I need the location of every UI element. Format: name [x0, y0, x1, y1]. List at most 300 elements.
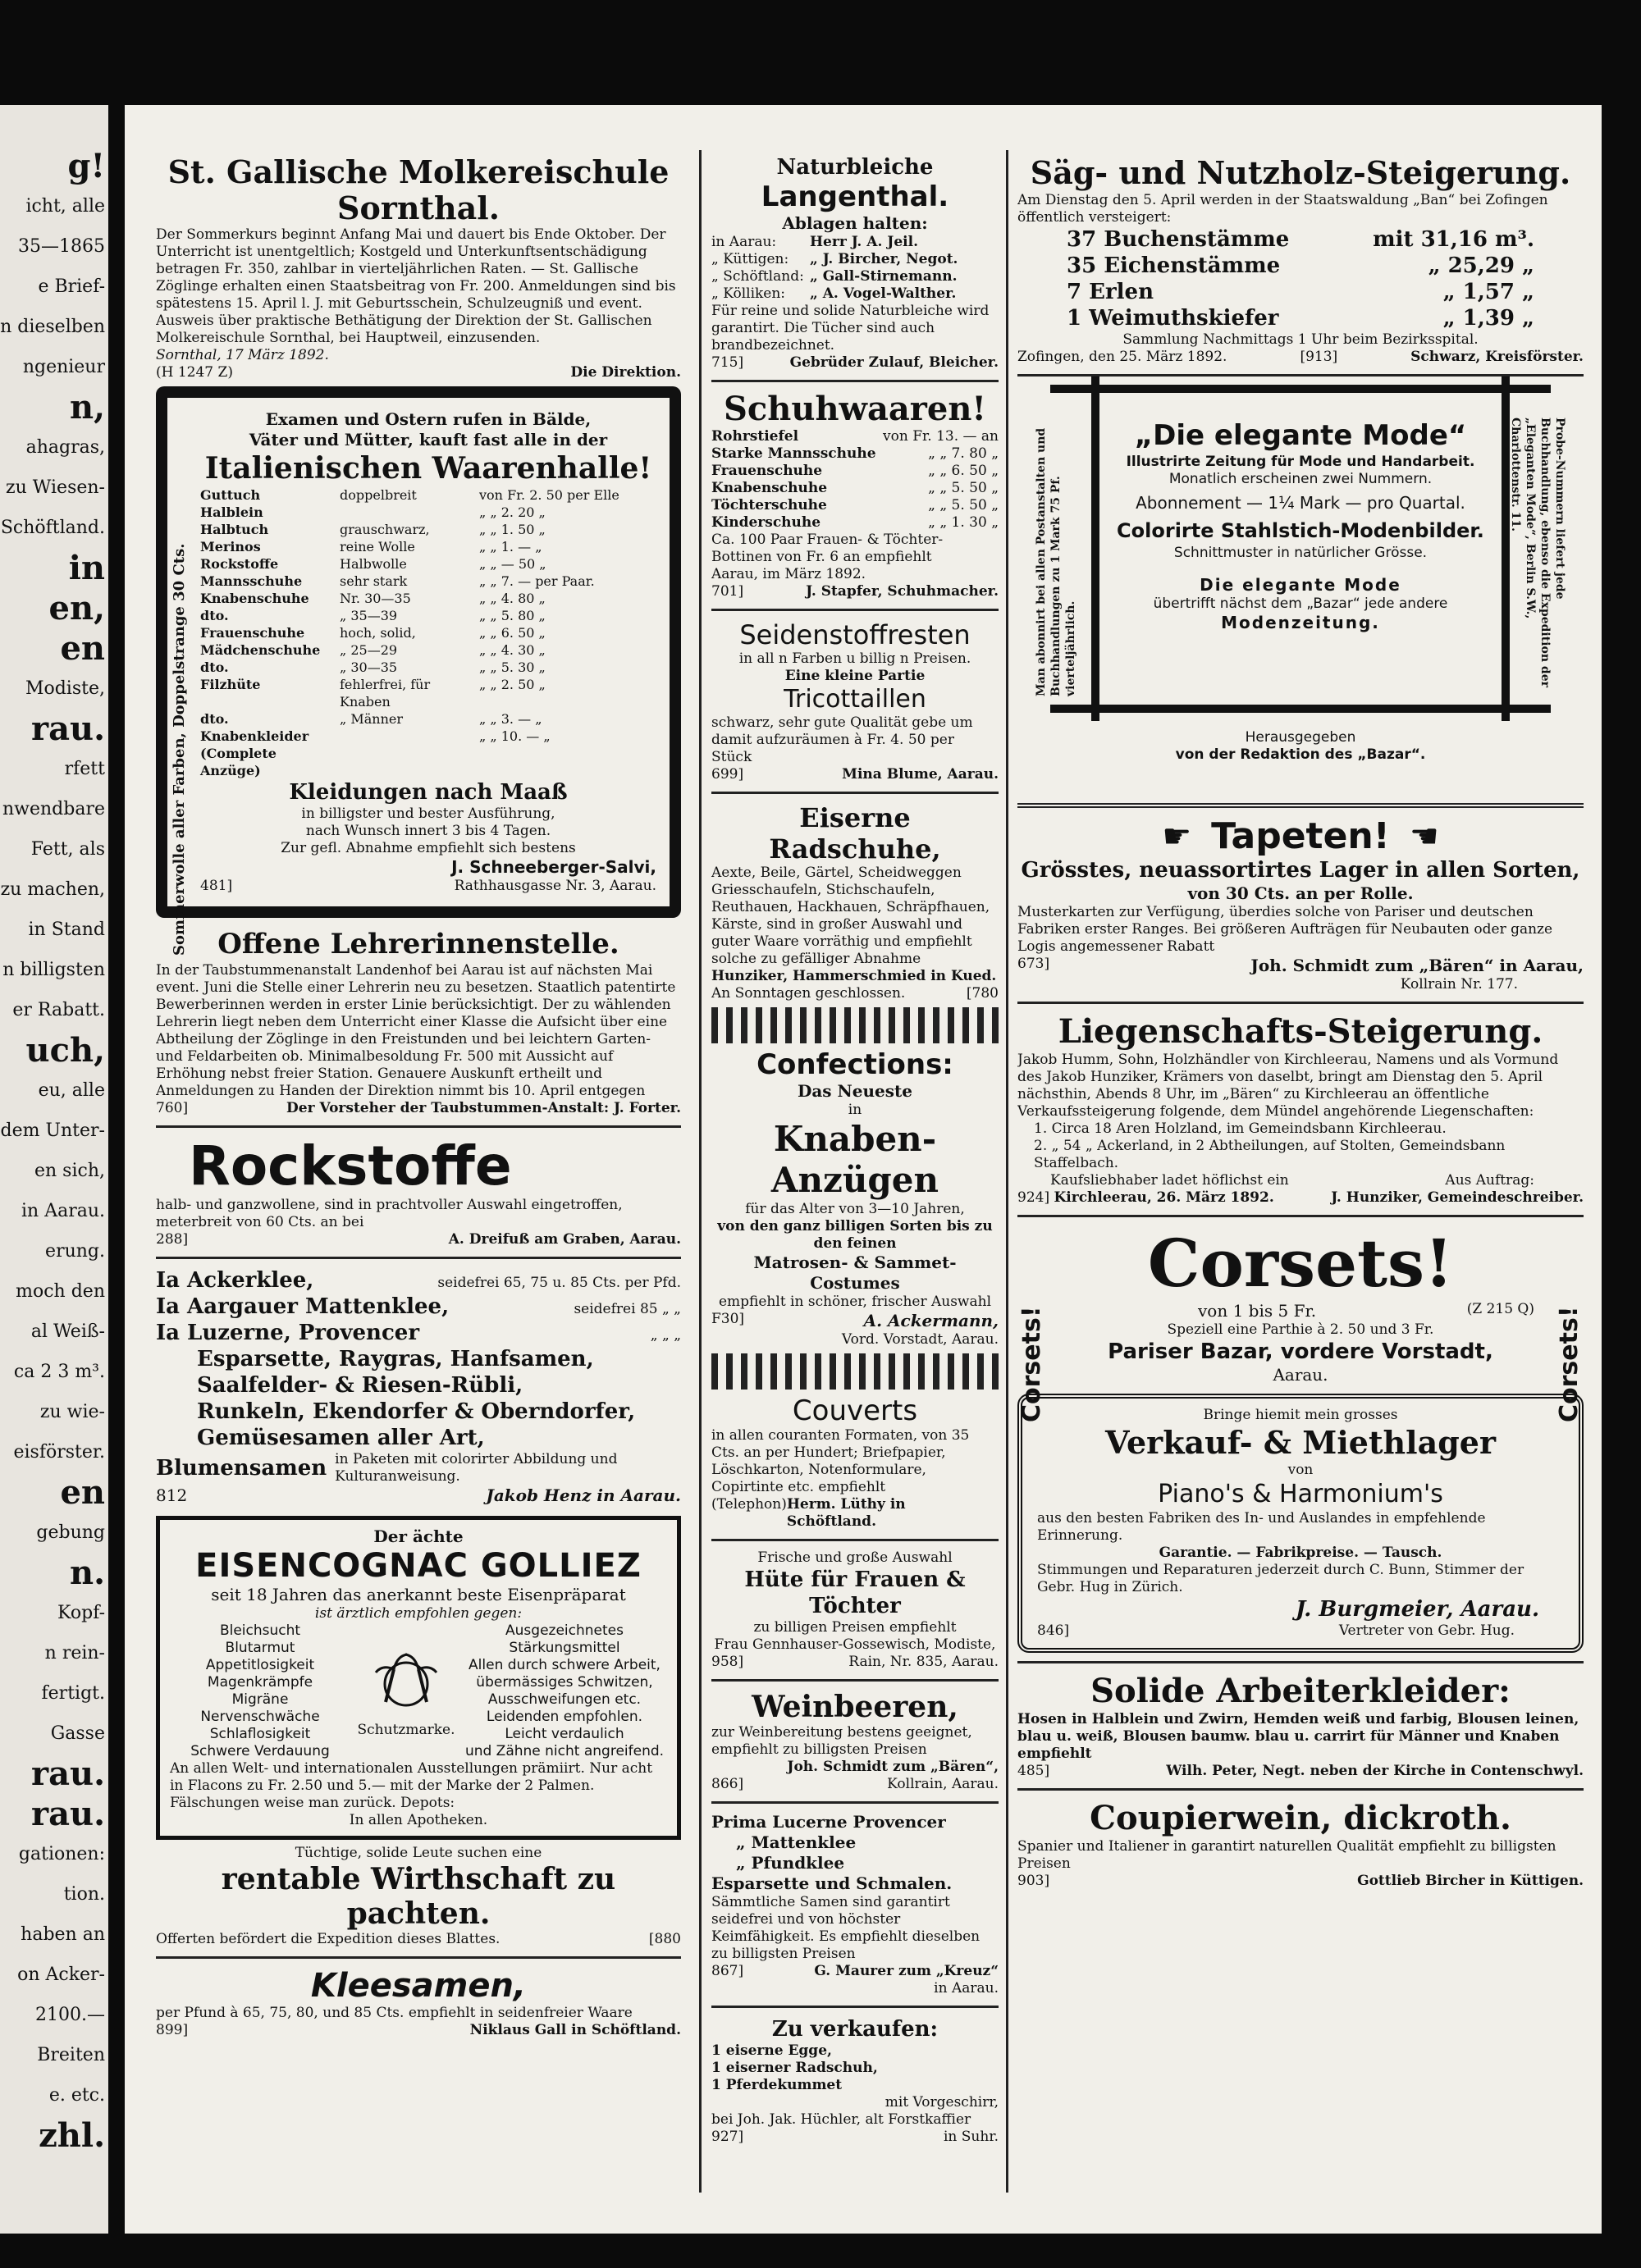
ad-body: Jakob Humm, Sohn, Holzhändler von Kirchleerau, Namens und als Vormund des Jakob Hunziker, Krämers von daselbt, bringt am Dienstag den 5. April nächsthin, Abends 8 Uhr, im „Bären“ zu Kirchleerau an öffentliche Verkaufssteigerung folgende, dem Mündel angehörende Liegenschaften:	[1017, 1052, 1559, 1120]
strip-line: en,	[48, 589, 105, 627]
depot-name: Herr J. A. Jeil.	[810, 234, 918, 250]
ad-title: Couverts	[792, 1394, 918, 1427]
strip-line: rfett	[64, 759, 105, 779]
item-price: „ „ 4. 80 „	[479, 591, 546, 606]
ad-body: Sämmtliche Samen sind garantirt seidefrei und von höchster Keimfähigkeit. Es empfiehlt dieselben zu billigsten Preisen	[711, 1894, 980, 1962]
ad-title: St. Gallische Molkereischule Sornthal.	[167, 154, 670, 226]
ad-date: Zofingen, den 25. März 1892.	[1017, 349, 1227, 365]
ad-code: 812	[156, 1485, 188, 1505]
item-name: Frauenschuhe	[200, 625, 305, 641]
price-row	[200, 538, 656, 555]
ad-line: Esparsette und Schmalen.	[711, 1873, 953, 1893]
ad-code: [913]	[1300, 349, 1338, 365]
strip-line: rau.	[31, 1795, 105, 1833]
pointing-hand-left-icon: ☚	[1409, 818, 1439, 856]
ad-title: Liegenschafts-Steigerung.	[1058, 1012, 1543, 1051]
ad-code: 899]	[156, 2022, 189, 2038]
item-desc: hoch, solid,	[340, 625, 416, 641]
ad-holz-steigerung	[1017, 154, 1584, 366]
item-name: Merinos	[200, 539, 261, 554]
item-price: „ „ 5. 50 „	[928, 497, 999, 513]
ad-body: in allen couranten Formaten, von 35 Cts. an per Hundert; Briefpapier, Löschkarton, Notenformulare, Copirtinte etc. empfiehlt	[711, 1427, 970, 1495]
ad-code: 867]	[711, 1963, 744, 1979]
item-price: „ „ 6. 50 „	[928, 463, 999, 479]
ad-address: Rathhausgasse Nr. 3, Aarau.	[454, 878, 656, 894]
ad-rockstoffe	[156, 1136, 681, 1248]
ad-line: Offerten befördert die Expedition dieses Blattes.	[156, 1931, 501, 1947]
pointing-hand-right-icon: ☛	[1162, 818, 1192, 856]
ornamental-border	[711, 1007, 999, 1043]
strip-line: in Aarau.	[21, 1201, 105, 1221]
price-row	[156, 1320, 681, 1346]
item-price: „ „ 5. 80 „	[479, 608, 546, 623]
price-row	[200, 607, 656, 624]
item-name: Rockstoffe	[200, 556, 279, 572]
ad-line: in billigster und bester Ausführung,	[301, 805, 555, 822]
depot-row	[711, 251, 999, 268]
ad-code: 924]	[1017, 1189, 1050, 1206]
item-desc: „ 30—35	[340, 659, 398, 675]
item-desc: doppelbreit	[340, 487, 417, 503]
ad-line: Runkeln, Ekendorfer & Oberndorfer,	[197, 1399, 636, 1424]
item-name: Kinderschuhe	[711, 514, 821, 531]
column-rule-1	[699, 150, 702, 2193]
item-name: Knabenschuhe	[711, 480, 828, 496]
indication-item: Blutarmut	[225, 1640, 295, 1656]
benefit-item: Allen durch schwere Arbeit,	[469, 1657, 661, 1673]
benefit-item: Stärkungsmittel	[509, 1640, 620, 1656]
ad-side-text: Man abonnirt bei allen Postanstalten und Buchhandlungen zu 1 Mark 75 Pf. vierteljährlich.	[1035, 427, 1077, 696]
item-price: „ „ 1. 30 „	[928, 514, 999, 531]
indication-item: Magenkrämpfe	[207, 1674, 313, 1691]
indication-item: Appetitlosigkeit	[205, 1657, 315, 1673]
ad-weinbeeren	[711, 1690, 999, 1793]
ad-confections	[711, 1048, 999, 1348]
item-desc: sehr stark	[340, 573, 408, 589]
indication-item: Migräne	[231, 1691, 289, 1708]
ad-kleesamen	[156, 1967, 681, 2039]
items-list	[711, 2042, 999, 2094]
strip-line: n billigsten	[2, 960, 105, 980]
ad-code: 481]	[200, 878, 233, 894]
ad-line: Matrosen- & Sammet-Costumes	[753, 1253, 957, 1293]
ad-line: Monatlich erscheinen zwei Nummern.	[1168, 471, 1433, 487]
ad-code: 701]	[711, 583, 744, 600]
ad-line: nach Wunsch innert 3 bis 4 Tagen.	[305, 823, 551, 839]
strip-line: ca 2 3 m³.	[13, 1362, 105, 1382]
item-name: Mannsschuhe	[200, 573, 303, 589]
ad-signature: Der Vorsteher der Taubstummen-Anstalt: J. Forter.	[286, 1100, 681, 1116]
ad-body: Am Dienstag den 5. April werden in der Staatswaldung „Ban“ bei Zofingen öffentlich versteigert:	[1017, 192, 1548, 226]
ad-signature: Die Direktion.	[570, 364, 681, 381]
benefits-list	[462, 1622, 667, 1760]
item-price: „ „ „	[650, 1327, 681, 1344]
ad-code: (Z 215 Q)	[1466, 1301, 1534, 1317]
ad-title: Corsets!	[1147, 1225, 1454, 1302]
item-name: Mädchenschuhe	[200, 642, 321, 658]
strip-line: eu, alle	[38, 1080, 105, 1101]
strip-line: Breiten	[37, 2045, 105, 2065]
ad-line: Aarau.	[1273, 1365, 1328, 1385]
ad-huete	[711, 1549, 999, 1671]
ad-line: Colorirte Stahlstich-Modenbilder.	[1117, 519, 1484, 542]
newspaper-page	[125, 105, 1602, 2234]
wood-item: 7 Erlen	[1067, 280, 1154, 304]
ad-signature: Joh. Schmidt zum „Bären“ in Aarau,	[1250, 956, 1584, 975]
strip-line: gebung	[36, 1522, 105, 1543]
item-name: Filzhüte	[200, 677, 261, 692]
wood-volume: mit 31,16 m³.	[1373, 227, 1534, 252]
benefit-item: Ausschweifungen etc.	[487, 1691, 642, 1708]
price-row	[711, 428, 999, 445]
ad-side-text: Corsets!	[1017, 1306, 1046, 1422]
item-price: seidefrei 65, 75 u. 85 Cts. per Pfd.	[437, 1275, 681, 1291]
ad-code: 699]	[711, 766, 744, 783]
ad-line: Garantie. — Fabrikpreise. — Tausch.	[1159, 1545, 1442, 1561]
strip-line: Schöftland.	[0, 518, 105, 538]
strip-line: Gasse	[50, 1723, 105, 1744]
ad-signature: A. Dreifuß am Graben, Aarau.	[448, 1231, 681, 1248]
strip-line: zhl.	[39, 2116, 105, 2155]
ad-footer: von der Redaktion des „Bazar“.	[1175, 746, 1426, 763]
ad-big: Knaben-Anzügen	[770, 1119, 939, 1200]
wood-volume: „ 1,57 „	[1442, 280, 1534, 304]
ad-line: Tüchtige, solide Leute suchen eine	[295, 1845, 542, 1861]
ad-title: Confections:	[757, 1048, 953, 1081]
ad-line: „ Pfundklee	[736, 1853, 845, 1873]
ad-title: Weinbeeren,	[752, 1690, 958, 1724]
ad-signature: Herm. Lüthy in Schöftland.	[786, 1496, 906, 1530]
ad-line: für das Alter von 3—10 Jahren,	[745, 1201, 965, 1217]
ad-line: Kaufsliebhaber ladet höflichst ein	[1050, 1172, 1289, 1189]
ad-line: mit Vorgeschirr,	[884, 2094, 999, 2111]
ad-line: Grösstes, neuassortirtes Lager in allen Sorten,	[1021, 858, 1580, 883]
ad-code: 846]	[1037, 1622, 1070, 1639]
ad-line: empfiehlt in schöner, frischer Auswahl	[718, 1294, 992, 1310]
ad-line: Pariser Bazar, vordere Vorstadt,	[1108, 1339, 1493, 1364]
item-name: Guttuch	[200, 487, 261, 503]
item-price: „ „ 7. 80 „	[928, 445, 999, 462]
ad-line: seit 18 Jahren das anerkannt beste Eisenpräparat	[211, 1585, 626, 1604]
item-name: Frauenschuhe	[711, 463, 823, 479]
ad-elegante-mode	[1017, 385, 1584, 795]
price-row	[711, 480, 999, 497]
strip-line: on Acker-	[17, 1965, 105, 1985]
ad-signature: J. Schneeberger-Salvi,	[451, 857, 656, 877]
item-price: „ „ 7. — per Paar.	[479, 573, 595, 589]
wood-row	[1067, 279, 1534, 305]
ad-line: Ablagen halten:	[782, 213, 928, 233]
ad-line: Naturbleiche	[776, 155, 934, 180]
strip-line: icht, alle	[25, 196, 105, 217]
depot-place: „ Küttigen:	[711, 251, 789, 267]
ad-subtitle: Piano's & Harmonium's	[1158, 1480, 1443, 1508]
ad-couverts	[711, 1394, 999, 1531]
strip-line: en	[60, 1473, 105, 1512]
depot-list	[711, 234, 999, 303]
ad-line: von	[1287, 1462, 1314, 1478]
ad-line: Gemüsesamen aller Art,	[197, 1426, 485, 1450]
item-name: Starke Mannsschuhe	[711, 445, 876, 462]
strip-line: tion.	[63, 1884, 105, 1905]
ad-title: Solide Arbeiterkleider:	[1090, 1672, 1511, 1710]
wood-volume: „ 1,39 „	[1442, 306, 1534, 331]
ad-code: F30]	[711, 1311, 745, 1327]
ad-side-text: Probe-Nummern liefert jede Buchhandlung, ebenso die Expedition der „Eleganten Mode“, Berlin S.W., Charlottenstr. 11.	[1509, 418, 1566, 687]
ad-date: Kirchleerau, 26. März 1892.	[1054, 1189, 1274, 1206]
price-row	[200, 486, 656, 504]
ad-footer: In allen Apotheken.	[349, 1812, 488, 1828]
ad-address: in Suhr.	[944, 2129, 999, 2145]
ad-side-text: Corsets!	[1555, 1306, 1584, 1422]
ad-code: 485]	[1017, 1763, 1050, 1779]
ad-signature: Wilh. Peter, Negt. neben der Kirche in Contenschwyl.	[1166, 1763, 1584, 1779]
price-row	[200, 624, 656, 641]
ad-note: An allen Welt- und internationalen Ausstellungen prämiirt. Nur acht in Flacons zu Fr. 2.50 und 5.— mit der Marke der 2 Palmen. Fälschungen weise man zurück. Depots:	[170, 1760, 653, 1811]
ad-body: Musterkarten zur Verfügung, überdies solche von Pariser und deutschen Fabriken erster Ranges. Bei größeren Aufträgen für Neubauten oder ganze Logis angemessener Rabatt	[1017, 904, 1553, 955]
ad-coupierwein	[1017, 1799, 1584, 1890]
benefit-item: Ausgezeichnetes	[505, 1622, 624, 1639]
ad-line: Blumensamen	[156, 1456, 327, 1481]
ad-telephone: (Telephon)	[711, 1496, 787, 1513]
item-desc: grauschwarz,	[340, 522, 430, 537]
depot-name: „ A. Vogel-Walther.	[810, 285, 957, 302]
benefit-item: Leidenden empfohlen.	[486, 1709, 643, 1725]
ad-signature: A. Ackermann,	[863, 1311, 999, 1330]
price-row	[200, 555, 656, 573]
wood-item: 1 Weimuthskiefer	[1067, 306, 1279, 331]
depot-place: in Aarau:	[711, 234, 777, 250]
ad-signature: J. Hunziker, Gemeindeschreiber.	[1331, 1189, 1584, 1206]
item-name: Halblein	[200, 504, 263, 520]
ad-code: 927]	[711, 2129, 744, 2145]
item-price: „ „ 3. — „	[479, 711, 542, 727]
ad-line: Tricottaillen	[784, 685, 926, 714]
depot-row	[711, 285, 999, 303]
ad-title: EISENCOGNAC GOLLIEZ	[195, 1547, 642, 1585]
ad-signature: Niklaus Gall in Schöftland.	[469, 2022, 681, 2038]
strip-line: zu Wiesen-	[6, 477, 105, 498]
depot-row	[711, 234, 999, 251]
ad-body: Aexte, Beile, Gärtel, Scheidweggen Griesschaufeln, Stichschaufeln, Reuthauen, Hackhauen, Schräpfhauen, Kärste, sind in großer Auswahl und guter Waare vorräthig und empfiehlt solche zu gefälliger Abnahme	[711, 865, 990, 967]
ad-line: „ Mattenklee	[736, 1832, 857, 1852]
strip-line: e. etc.	[48, 2085, 105, 2106]
ad-line: Modenzeitung.	[1221, 613, 1380, 632]
column-1	[156, 154, 681, 2044]
price-row	[200, 521, 656, 538]
price-row	[200, 573, 656, 590]
trademark	[357, 1645, 455, 1739]
indication-item: Schwere Verdauung	[190, 1743, 330, 1759]
ad-line: Aus Auftrag:	[1445, 1172, 1534, 1189]
sale-item: 1 eiserner Radschuh,	[711, 2060, 878, 2076]
ad-address: in Aarau.	[934, 1980, 999, 1996]
item-desc	[340, 504, 479, 521]
strip-line: nwendbare	[2, 799, 105, 819]
ad-code: 958]	[711, 1654, 744, 1670]
wood-row	[1067, 253, 1534, 279]
ad-signature: J. Stapfer, Schuhmacher.	[806, 583, 999, 600]
indications-list	[170, 1622, 350, 1760]
strip-line: n,	[69, 388, 105, 427]
depot-name: „ J. Bircher, Negot.	[810, 251, 958, 267]
ad-title: Langenthal.	[761, 180, 949, 213]
ad-piano-harmonium	[1017, 1394, 1584, 1653]
item-name: Halbtuch	[200, 522, 269, 537]
wood-item: 37 Buchenstämme	[1067, 227, 1290, 252]
ad-body: zur Weinbereitung bestens geeignet, empfiehlt zu billigsten Preisen	[711, 1724, 972, 1758]
strip-line: moch den	[16, 1281, 105, 1302]
ad-klee	[156, 1267, 681, 1506]
ad-code: (H 1247 Z)	[156, 364, 233, 381]
ad-lehrerinnenstelle	[156, 926, 681, 1117]
ornamental-border	[711, 1353, 999, 1390]
ad-code: 903]	[1017, 1873, 1050, 1889]
item-price: „ „ 10. — „	[479, 728, 551, 744]
ad-title: Verkauf- & Miethlager	[1105, 1424, 1496, 1461]
item-name: Rohrstiefel	[711, 428, 799, 445]
strip-line: en	[60, 629, 105, 668]
strip-line: gationen:	[18, 1844, 105, 1864]
wood-volume: „ 25,29 „	[1428, 253, 1534, 278]
ad-line: Zur gefl. Abnahme empfiehlt sich bestens	[281, 840, 576, 856]
price-row	[200, 504, 656, 521]
strip-line: Modiste,	[25, 678, 105, 699]
ad-footer: An Sonntagen geschlossen.	[711, 985, 906, 1002]
ad-line: ist ärztlich empfohlen gegen:	[314, 1605, 523, 1622]
item-price: „ „ 1. — „	[479, 539, 542, 554]
ad-line: Saalfelder- & Riesen-Rübli,	[197, 1373, 523, 1398]
ad-signature: Gebrüder Zulauf, Bleicher.	[789, 354, 999, 371]
ad-line: Illustrirte Zeitung für Mode und Handarbeit.	[1126, 454, 1475, 470]
ad-code: 866]	[711, 1776, 744, 1792]
ad-line: Esparsette, Raygras, Hanfsamen,	[197, 1347, 594, 1371]
depot-row	[711, 268, 999, 285]
ad-subtitle: Kleidungen nach Maaß	[289, 780, 568, 805]
strip-line: 35—1865	[18, 236, 105, 257]
ad-title: Offene Lehrerinnenstelle.	[217, 928, 619, 961]
strip-line: g!	[67, 147, 105, 185]
ad-title: „Die elegante Mode“	[1134, 419, 1467, 452]
depot-place: „ Kölliken:	[711, 285, 786, 302]
benefit-item: übermässiges Schwitzen,	[476, 1674, 653, 1691]
ad-body: Der Sommerkurs beginnt Anfang Mai und dauert bis Ende Oktober. Der Unterricht ist unentgeltlich; Kostgeld und Unterkunftsentschädigung betragen Fr. 350, zahlbar in vierteljährlichen Raten. — St. Gallische Zöglinge erhalten einen Staatsbeitrag von Fr. 200. Anmeldungen sind bis spätestens 15. April l. J. mit Geburtsschein, Schulzeugniß und event. Ausweis über praktische Bethätigung der Direktion der St. Gallischen Molkereischule Sornthal, bei Hauptweil, einzusenden.	[156, 226, 676, 346]
wood-item: 35 Eichenstämme	[1067, 253, 1281, 278]
item-name: Ia Luzerne, Provencer	[156, 1321, 420, 1345]
strip-line: zu wie-	[39, 1402, 105, 1422]
item-name: Ia Aargauer Mattenklee,	[156, 1294, 450, 1319]
item-price: „ „ 4. 30 „	[479, 642, 546, 658]
strip-line: dem Unter-	[0, 1120, 105, 1141]
ad-signature: Gottlieb Bircher in Küttigen.	[1357, 1873, 1584, 1889]
item-price: seidefrei 85 „ „	[574, 1301, 681, 1317]
price-row	[200, 641, 656, 659]
strip-line: erung.	[45, 1241, 105, 1262]
price-row	[156, 1294, 681, 1320]
left-page-strip	[0, 105, 108, 2234]
item-name: Ia Ackerklee,	[156, 1268, 314, 1293]
ad-body: per Pfund à 65, 75, 80, und 85 Cts. empfiehlt in seidenfreier Waare	[156, 2005, 633, 2021]
benefit-item: Leicht verdaulich	[505, 1726, 624, 1742]
strip-line: 2100.—	[35, 2005, 105, 2025]
ad-title: Italienischen Waarenhalle!	[204, 451, 652, 486]
strip-line: er Rabatt.	[12, 1000, 105, 1020]
ad-signature: Hunziker, Hammerschmied in Kued.	[711, 968, 997, 984]
ad-radschuhe	[711, 802, 999, 1002]
ad-prima-lucerne	[711, 1812, 999, 1997]
item-desc: „ 35—39	[340, 608, 398, 623]
price-row	[711, 445, 999, 463]
price-list	[200, 486, 656, 779]
strip-line: ahagras,	[25, 437, 105, 458]
item-price: „ „ 2. 20 „	[479, 504, 546, 520]
item-desc: reine Wolle	[340, 539, 415, 554]
ad-date: Sornthal, 17 März 1892.	[156, 347, 329, 363]
ad-signature: Mina Blume, Aarau.	[842, 766, 999, 783]
ad-molkereischule	[156, 154, 681, 381]
ad-code: [880	[648, 1931, 681, 1947]
strip-line: n rein-	[44, 1643, 105, 1663]
item-price: „ „ — 50 „	[479, 556, 546, 572]
benefit-item: und Zähne nicht angreifend.	[464, 1743, 665, 1759]
ad-signature: J. Burgmeier, Aarau.	[1295, 1597, 1539, 1622]
item-desc	[340, 728, 479, 779]
ad-line: Examen und Ostern rufen in Bälde,	[265, 409, 592, 429]
ad-line: Prima Lucerne Provencer	[711, 1812, 946, 1832]
ad-title: Kleesamen,	[310, 1967, 527, 2005]
indication-item: Nervenschwäche	[200, 1709, 320, 1725]
price-row	[711, 497, 999, 514]
ad-line: übertrifft nächst dem „Bazar“ jede andere	[1153, 596, 1448, 612]
ad-title: Tapeten!	[1211, 815, 1390, 857]
item-price: „ „ 6. 50 „	[479, 625, 546, 641]
ad-line: zu billigen Preisen empfiehlt	[753, 1619, 957, 1636]
ad-line: Eine kleine Partie	[784, 668, 926, 684]
ad-arbeiterkleider	[1017, 1672, 1584, 1780]
price-row	[200, 590, 656, 607]
strip-line: rau.	[31, 1755, 105, 1793]
ad-line: bei Joh. Jak. Hüchler, alt Forstkaffier	[711, 2111, 971, 2128]
price-row	[711, 463, 999, 480]
ad-code: 715]	[711, 354, 744, 371]
ad-title: Seidenstoffresten	[739, 619, 971, 650]
item-price: von Fr. 2. 50 per Elle	[479, 487, 619, 503]
depot-place: „ Schöftland:	[711, 268, 804, 285]
strip-line: e Brief-	[38, 276, 105, 297]
wood-row	[1067, 305, 1534, 331]
ad-line: Vertreter von Gebr. Hug.	[1338, 1622, 1515, 1639]
ad-line: in	[848, 1102, 862, 1118]
ad-address: Vord. Vorstadt, Aarau.	[841, 1331, 999, 1348]
ad-title: Eiserne Radschuhe,	[769, 802, 941, 865]
item-name: dto.	[200, 608, 229, 623]
ad-line: Sammlung Nachmittags 1 Uhr beim Bezirksspital.	[1122, 331, 1479, 348]
indication-item: Schlaflosigkeit	[209, 1726, 311, 1742]
ad-title: rentable Wirthschaft zu pachten.	[221, 1862, 616, 1931]
ad-body: Hosen in Halblein und Zwirn, Hemden weiß und farbig, Blousen leinen, blau u. weiß, Blousen baumw. blau u. carrirt für Männer und Knaben empfiehlt	[1017, 1711, 1579, 1762]
ad-code: [780	[966, 985, 999, 1002]
ad-address: Kollrain, Aarau.	[887, 1776, 999, 1792]
item-price: „ „ 5. 30 „	[479, 659, 546, 675]
price-row	[200, 710, 656, 728]
ad-body: In der Taubstummenanstalt Landenhof bei Aarau ist auf nächsten Mai event. Juni die Stelle einer Lehrerin neu zu besetzen. Staatlich patentirte Bewerberinnen werden in erster Linie berücksichtigt. Der zu wählenden Lehrerin liegt neben dem Unterricht einer Klasse die Aufsicht über eine Abtheilung der Zöglinge in den Freistunden und bei leichtern Garten- und Feldarbeiten ob. Minimalbesoldung Fr. 500 mit Aussicht auf Erhöhung nebst freier Station. Genauere Auskunft ertheilt und Anmeldungen zu Handen der Direktion nimmt bis 10. April entgegen	[156, 962, 676, 1099]
item-desc: fehlerfrei, für Knaben	[340, 677, 431, 710]
strip-line: en sich,	[34, 1161, 105, 1181]
ad-zu-verkaufen	[711, 2016, 999, 2146]
depot-name: „ Gall-Stirnemann.	[810, 268, 958, 285]
strip-line: fertigt.	[41, 1683, 105, 1704]
sale-item: 1 eiserne Egge,	[711, 2042, 832, 2059]
